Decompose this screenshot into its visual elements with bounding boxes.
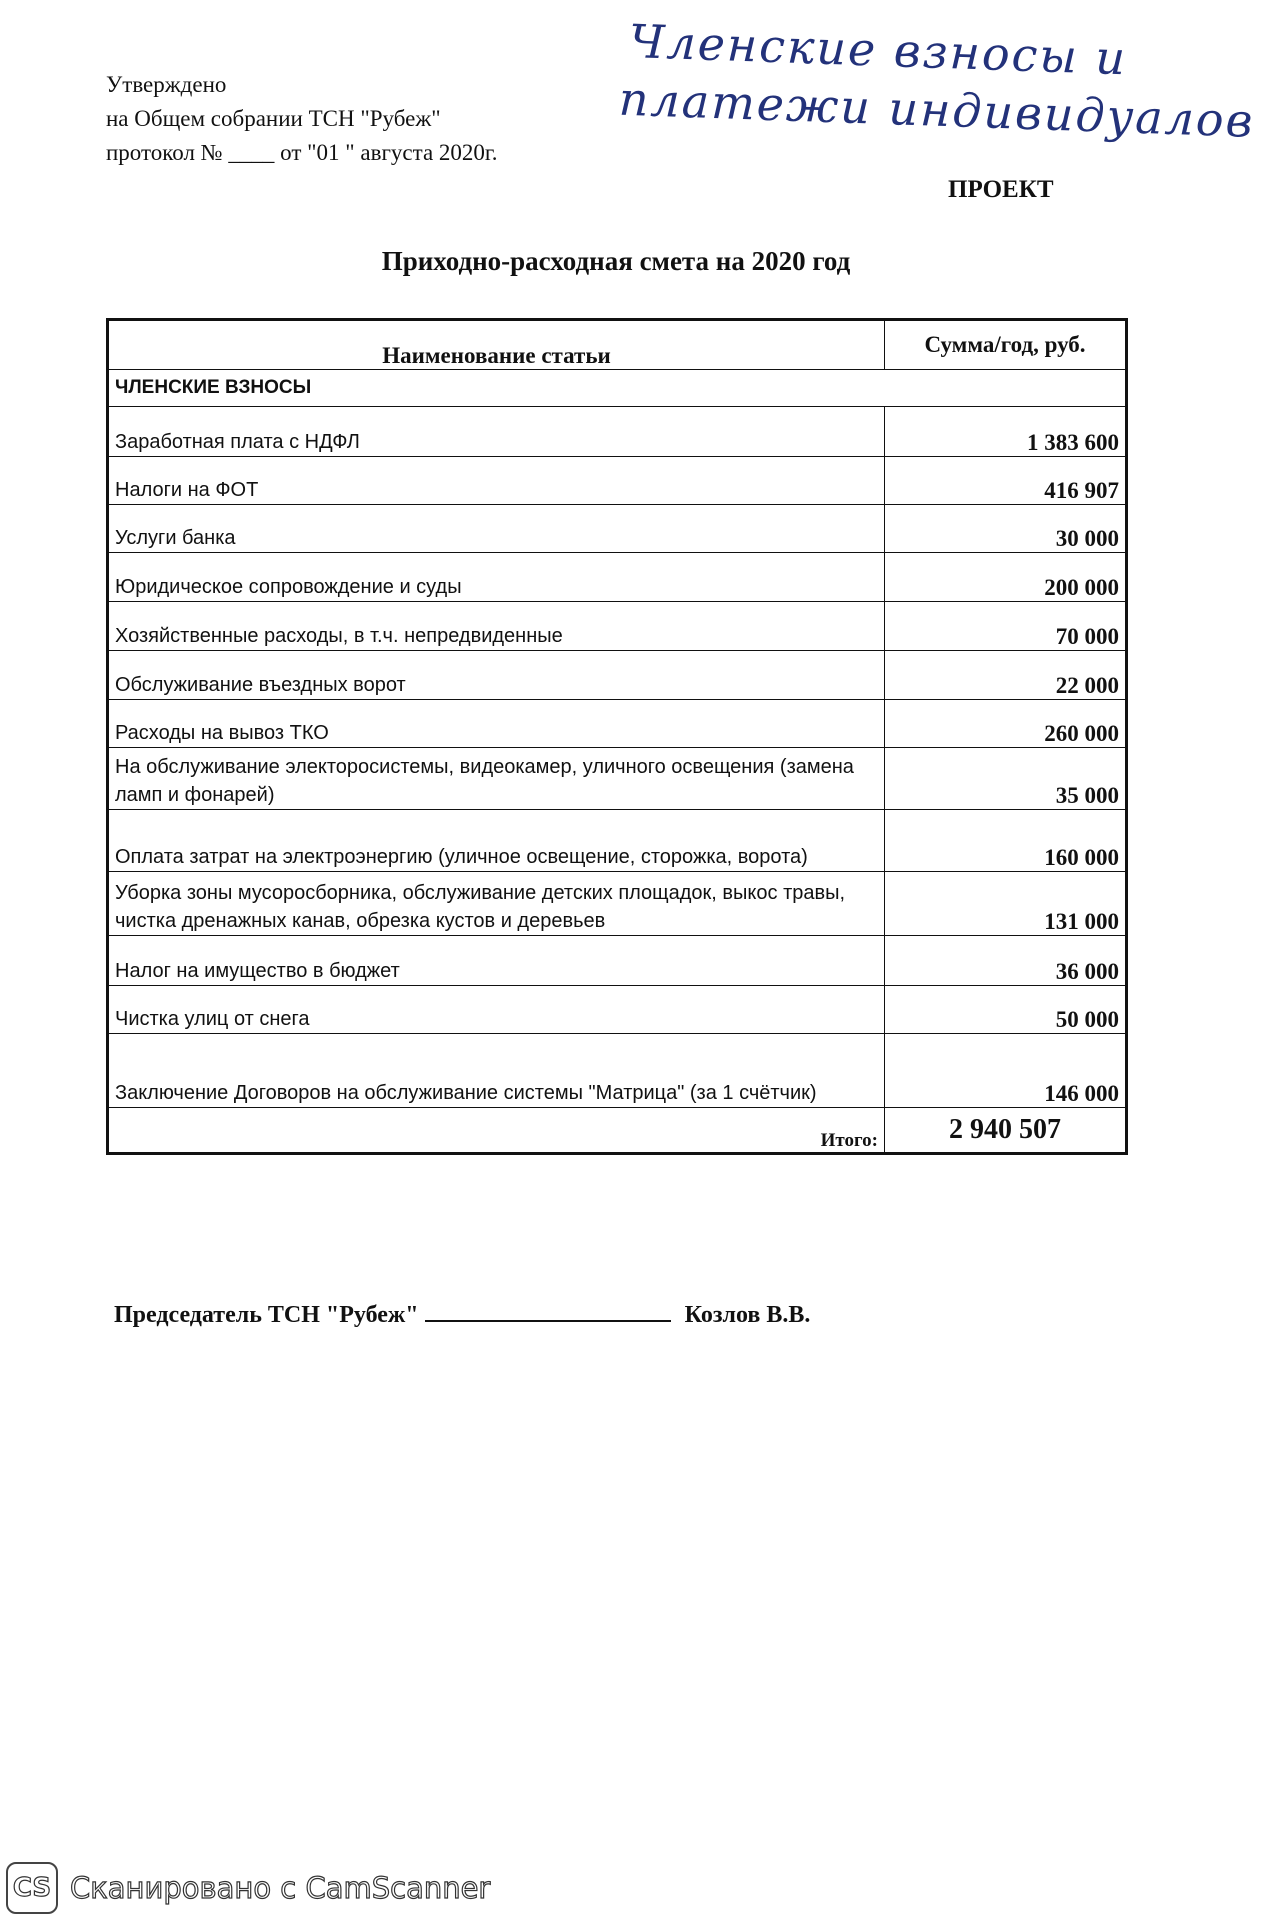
handwritten-note bbox=[618, 12, 1260, 150]
approval-line-2: на Общем собрании ТСН "Рубеж" bbox=[106, 106, 441, 131]
table-row bbox=[108, 505, 1127, 553]
row-amount: 1 383 600 bbox=[885, 407, 1127, 457]
signature-block bbox=[114, 1298, 810, 1329]
row-name: Юридическое сопровождение и суды bbox=[108, 553, 885, 602]
table-row bbox=[108, 986, 1127, 1034]
table-row bbox=[108, 1034, 1127, 1108]
table-row bbox=[108, 872, 1127, 936]
row-name: Заработная плата с НДФЛ bbox=[108, 407, 885, 457]
document-title: Приходно-расходная смета на 2020 год bbox=[381, 246, 851, 276]
row-name: Услуги банка bbox=[108, 505, 885, 553]
table-row bbox=[108, 553, 1127, 602]
column-header-amount: Сумма/год, руб. bbox=[885, 320, 1127, 370]
row-name: На обслуживание электоросистемы, видеокамер, уличного освещения (замена ламп и фонарей) bbox=[108, 748, 885, 810]
row-name: Расходы на вывоз ТКО bbox=[108, 700, 885, 748]
table-row bbox=[108, 407, 1127, 457]
section-title: ЧЛЕНСКИЕ ВЗНОСЫ bbox=[108, 370, 1127, 407]
total-label: Итого: bbox=[108, 1108, 885, 1154]
signature-role: Председатель ТСН "Рубеж" bbox=[114, 1302, 419, 1328]
table-row bbox=[108, 748, 1127, 810]
row-amount: 35 000 bbox=[885, 748, 1127, 810]
total-row bbox=[108, 1108, 1127, 1154]
row-amount: 160 000 bbox=[885, 810, 1127, 872]
table-row bbox=[108, 936, 1127, 986]
table-row bbox=[108, 700, 1127, 748]
table-header-row bbox=[108, 320, 1127, 370]
table-row bbox=[108, 602, 1127, 651]
scanner-watermark bbox=[6, 1862, 490, 1914]
row-amount: 36 000 bbox=[885, 936, 1127, 986]
row-name: Уборка зоны мусоросборника, обслуживание детских площадок, выкос травы, чистка дренажных канав, обрезка кустов и деревьев bbox=[108, 872, 885, 936]
total-value: 2 940 507 bbox=[885, 1108, 1127, 1154]
row-amount: 260 000 bbox=[885, 700, 1127, 748]
row-amount: 50 000 bbox=[885, 986, 1127, 1034]
status-label: ПРОЕКТ bbox=[948, 176, 1054, 203]
approval-line-1: Утверждено bbox=[106, 72, 227, 97]
row-amount: 146 000 bbox=[885, 1034, 1127, 1108]
row-name: Чистка улиц от снега bbox=[108, 986, 885, 1034]
table-row bbox=[108, 651, 1127, 700]
section-row bbox=[108, 370, 1127, 407]
row-name: Обслуживание въездных ворот bbox=[108, 651, 885, 700]
table-row bbox=[108, 810, 1127, 872]
row-amount: 70 000 bbox=[885, 602, 1127, 651]
row-name: Налог на имущество в бюджет bbox=[108, 936, 885, 986]
handwritten-note-line-1: Членские взносы и bbox=[628, 13, 1129, 86]
signature-line bbox=[425, 1298, 671, 1322]
row-name: Хозяйственные расходы, в т.ч. непредвиденные bbox=[108, 602, 885, 651]
budget-table bbox=[106, 318, 1128, 1155]
scanner-watermark-text: Сканировано с CamScanner bbox=[70, 1871, 491, 1905]
camscanner-logo-icon: CS bbox=[6, 1862, 58, 1914]
row-name: Заключение Договоров на обслуживание системы "Матрица" (за 1 счётчик) bbox=[108, 1034, 885, 1108]
row-amount: 30 000 bbox=[885, 505, 1127, 553]
handwritten-note-line-2: платежи индивидуалов bbox=[618, 71, 1256, 148]
row-amount: 22 000 bbox=[885, 651, 1127, 700]
row-name: Налоги на ФОТ bbox=[108, 457, 885, 505]
column-header-name: Наименование статьи bbox=[108, 320, 885, 370]
approval-block bbox=[106, 68, 498, 170]
row-amount: 131 000 bbox=[885, 872, 1127, 936]
row-amount: 416 907 bbox=[885, 457, 1127, 505]
row-name: Оплата затрат на электроэнергию (уличное освещение, сторожка, ворота) bbox=[108, 810, 885, 872]
signature-name: Козлов В.В. bbox=[684, 1302, 811, 1328]
approval-line-3: протокол № ____ от "01 " августа 2020г. bbox=[106, 140, 498, 165]
row-amount: 200 000 bbox=[885, 553, 1127, 602]
table-row bbox=[108, 457, 1127, 505]
